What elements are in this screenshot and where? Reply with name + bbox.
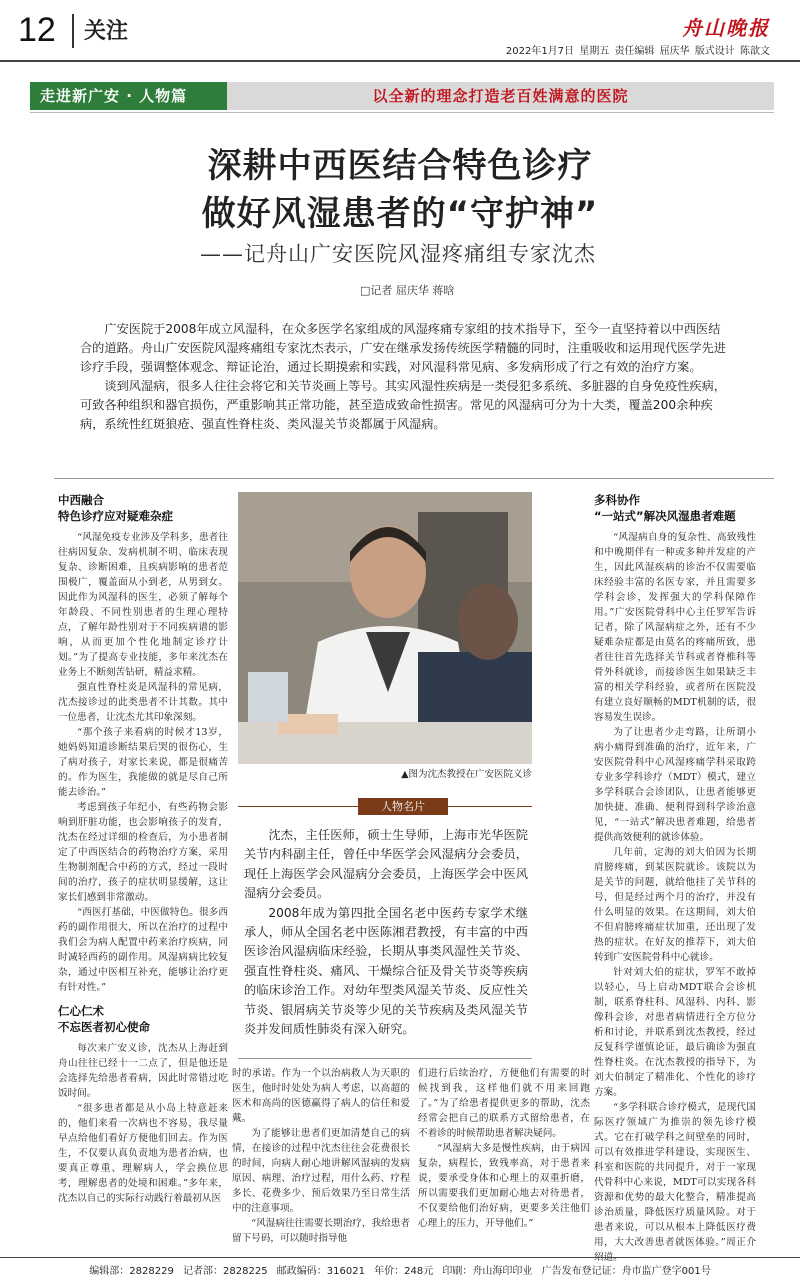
paragraph: 为了能够让患者们更加清楚自己的病情，在接诊的过程中沈杰往往会花费很长的时间，向病人耐心地讲解风湿病的发病原因、病理、治疗过程，用什么药、疗程多长、花费多少、预后效果乃至日常生活中的注意事项。: [232, 1128, 410, 1214]
doctor-photo: [238, 492, 532, 764]
paragraph: “西医打基础，中医做特色。很多西药的副作用很大，所以在治疗的过程中我们会为病人配置中药来治疗疾病，同时减轻西药的副作用。风湿病病比较复杂，通过中医相互补充，能够让治疗更有针对性。”: [58, 907, 228, 993]
subheadline: ——记舟山广安医院风湿疼痛组专家沈杰: [200, 242, 596, 266]
intro-rule: [54, 478, 774, 479]
intro-paragraph: 广安医院于2008年成立风湿科，在众多医学名家组成的风湿疼痛专家组的技术指导下，至今一直坚持着以中西医结合的道路。舟山广安医院风湿疼痛组专家沈杰表示，广安在继承发扬传统医学精髓的同时，注重吸收和运用现代医学先进诊疗手段，强调整体观念、辩证论治，通过长期摸索和实践，对风湿科常见病、多发病形成了行之有效的治疗方案。: [80, 322, 726, 374]
column-4: [594, 492, 756, 1265]
column-1: [58, 492, 228, 1206]
card-label: 人物名片: [358, 798, 448, 815]
footer-printer: 印刷：舟山海印印业: [442, 1266, 533, 1277]
photo-caption: ▲图为沈杰教授在广安医院义诊: [401, 769, 532, 780]
editor-label: 责任编辑: [614, 46, 655, 57]
footer-editorial: 编辑部：2828229: [89, 1266, 174, 1277]
section-heading: 特色诊疗应对疑难杂症: [58, 509, 173, 523]
header-divider: [72, 14, 74, 48]
paragraph: 强直性脊柱炎是风湿科的常见病，沈杰接诊过的此类患者不计其数。其中一位患者，让沈杰尤其印象深刻。: [58, 682, 228, 723]
intro-paragraph: 谈到风湿病，很多人往往会将它和关节炎画上等号。其实风湿性疾病是一类侵犯多系统、多脏器的自身免疫性疾病，可致各种组织和器官损伤，严重影响其正常功能，甚至造成致命性损害。常见的风湿病可分为十大类，覆盖200余种疾病，系统性红斑狼疮、强直性脊柱炎、类风湿关节炎都属于风湿病。: [80, 379, 726, 431]
section-name: 关注: [84, 19, 129, 44]
section-heading: 不忘医者初心使命: [58, 1020, 150, 1034]
footer-reporter: 记者部：2828225: [183, 1266, 268, 1277]
designer-name: 陈歆文: [740, 46, 770, 57]
footer-price: 年价：248元: [374, 1266, 434, 1277]
footer-ad-license: 广告发布登记证：舟市监广登字001号: [541, 1266, 711, 1277]
paragraph: 们进行后续治疗，方便他们有需要的时候找到我，这样他们就不用来回跑了。”为了给患者提供更多的帮助，沈杰经常会把自己的联系方式留给患者，在不着诊的时候帮助患者解决疑问。: [418, 1068, 590, 1139]
paragraph: 几年前，定海的刘大伯因为长期肩膀疼痛，到某医院就诊。该院以为是关节的问题，就给他挂了关节科的号，但是经过两个月的治疗，并没有什么明显的效果。在这期间，刘大伯不但肩膀疼痛症状加重，还出现了发热的症状。在好友的推荐下，刘大伯转到广安医院骨科中心就诊。: [594, 847, 756, 963]
issue-date: 2022年1月7日: [505, 46, 575, 57]
newspaper-logo: 舟山晚报: [682, 16, 770, 40]
slogan-banner: 以全新的理念打造老百姓满意的医院: [227, 82, 774, 110]
issue-weekday: 星期五: [579, 46, 610, 57]
dateline: [506, 42, 770, 57]
headline-line-2: 做好风湿患者的“守护神”: [201, 194, 599, 234]
card-bottom-rule: [238, 1058, 532, 1059]
paragraph: “多学科联合诊疗模式，是现代国际医疗领域广为推崇的领先诊疗模式。它在打破学科之间壁垒的同时，可以有效推进学科建设，实现医生、科室和医院的共同提升，对于一家现代骨科中心来说，MDT可以实现各科资源和优势的最大化整合，精准提高诊治质量，降低医疗质量风险。对于患者来说，可以从根本上降低医疗费用，大大改善患者就医体验。”周正介: [594, 1102, 756, 1248]
card-paragraph: 沈杰，主任医师，硕士生导师，上海市光华医院关节内科副主任，曾任中华医学会风湿病分会委员，现任上海医学会风湿病分会委员，上海医学会中医风湿病分会委员。: [244, 828, 528, 901]
footer-rule: [0, 1257, 800, 1258]
paragraph: “很多患者都是从小岛上特意赶来的，他们来看一次病也不容易，我尽量早点给他们看好方便他们回去。作为医生，不仅要认真负责地为患者治病，也要真正尊重、理解病人，学会换位思考，理解患者的处境和困难。”多年来，沈杰以自己的实际行动践行着最初从医: [58, 1103, 228, 1204]
profile-card: [244, 826, 528, 1039]
paragraph: “风湿病自身的复杂性、高致残性和中晚期伴有一种或多种并发症的产生，因此风湿疾病的诊治不仅需要临床经验丰富的名医专家，并且需要多学科会诊，发挥强大的学科保障作用。”广安医院骨科中心主任罗军告诉记者，除了风湿病症之外，还有不少疑难杂症都是由莫名的疼痛所致，患者往往首先选择关节科或者脊椎科等骨外科就诊，而接诊医生如果缺乏丰富的相关学科经验，或者所在医院没有建立良好顺畅的MDT机制的话，很容易发生误诊。: [594, 532, 756, 723]
banner-rule: [30, 112, 774, 113]
section-heading: “一站式”解决风湿患者难题: [594, 509, 736, 523]
paragraph: “风湿免疫专业涉及学科多，患者往往病因复杂、发病机制不明、临床表现复杂、诊断困难，且疾病影响的患者范围极广，覆盖面从小到老，从男到女。因此作为风湿科的医生，必须了解每个年龄段、不同性别患者的生理心理特点，了解年龄性别对于不同疾病谱的影响，从而更加个性化地制定诊疗计划。”为了提高专业技能，多年来沈杰在业务上不断刻苦钻研，精益求精。: [58, 532, 228, 678]
column-2: [232, 1066, 410, 1246]
series-banner: 走进新广安 · 人物篇: [30, 82, 227, 110]
paragraph: 时的承诺。作为一个以治病救人为天职的医生，他时时处处为病人考虑，以高超的医术和高尚的医德赢得了病人的信任和爱戴。: [232, 1068, 410, 1124]
paragraph: 针对刘大伯的症状，罗军不敢掉以轻心，马上启动MDT联合会诊机制，联系脊柱科、风湿科、内科、影像科会诊，对患者病情进行全方位分析和讨论，并联系到沈杰教授，经过反复科学谨慎论证，最后确诊为强直性脊柱炎。在沈杰教授的指导下，为刘大伯制定了精准化、个性化的诊疗方案。: [594, 967, 756, 1098]
paragraph: “风湿病往往需要长期治疗，我给患者留下号码，可以随时指导他: [232, 1218, 410, 1244]
paragraph: 为了让患者少走弯路，让所谓小病小痛得到准确的治疗，近年来，广安医院骨科中心风湿疼痛学科采取跨专业多学科诊疗（MDT）模式，建立多学科联合会诊团队，让患者能够更加快捷、准确、便利得到科学诊治意见，“一站式”解决患者难题，给患者提供高效便利的就诊体验。: [594, 727, 756, 843]
section-heading: 仁心仁术: [58, 1004, 104, 1018]
section-heading: 中西融合: [58, 493, 104, 507]
header-rule: [0, 60, 800, 62]
editor-name: 屈庆华: [659, 46, 690, 57]
byline: □记者 屈庆华 蒋晗: [360, 284, 455, 297]
paragraph: “那个孩子来看病的时候才13岁，她妈妈知道诊断结果后哭的很伤心，生了病对孩子，对家长来说，都是很痛苦的。作为医生，我能做的就是尽自己所能去诊治。”: [58, 727, 228, 798]
photo-illustration: [238, 492, 532, 764]
paragraph: 每次来广安义诊，沈杰从上海赶到舟山往往已经十一二点了，但是他还是会选择先给患者看病，因此时常错过吃饭时间。: [58, 1043, 228, 1099]
designer-label: 版式设计: [694, 46, 735, 57]
card-paragraph: 2008年成为第四批全国名老中医药专家学术继承人，师从全国名老中医陈湘君教授，有丰富的中西医诊治风湿病临床经验，长期从事类风湿性关节炎、强直性脊柱炎、痛风、干燥综合征及骨关节炎等疾病的临床诊治工作。对幼年型类风湿关节炎、反应性关节炎、银屑病关节炎等少见的关节疾病及类风湿关节炎并发间质性肺炎有深入研究。: [244, 905, 528, 1037]
page-number: 12: [18, 11, 56, 49]
paragraph: 考虑到孩子年纪小，有些药物会影响到肝脏功能，也会影响孩子的发育，沈杰在经过详细的检查后，为小患者制定了中西医结合的药物治疗方案，采用生物制剂配合中药的方式，经过一段时间的治疗，孩子的症状明显缓解，这让家长们感到非常激动。: [58, 802, 228, 903]
intro: [80, 320, 728, 434]
column-3: [418, 1066, 590, 1231]
footer: [0, 1262, 800, 1277]
section-heading: 多科协作: [594, 493, 640, 507]
paragraph: “风湿病大多是慢性疾病，由于病因复杂，病程长，致残率高，对于患者来说，要承受身体和心理上的双重折磨，所以需要我们更加耐心地去对待患者，不仅要给他们治好病，更要多关注他们心理上的压力，开导他们。”: [418, 1143, 590, 1229]
footer-postcode: 邮政编码：316021: [276, 1266, 365, 1277]
headline-line-1: 深耕中西医结合特色诊疗: [207, 146, 593, 186]
